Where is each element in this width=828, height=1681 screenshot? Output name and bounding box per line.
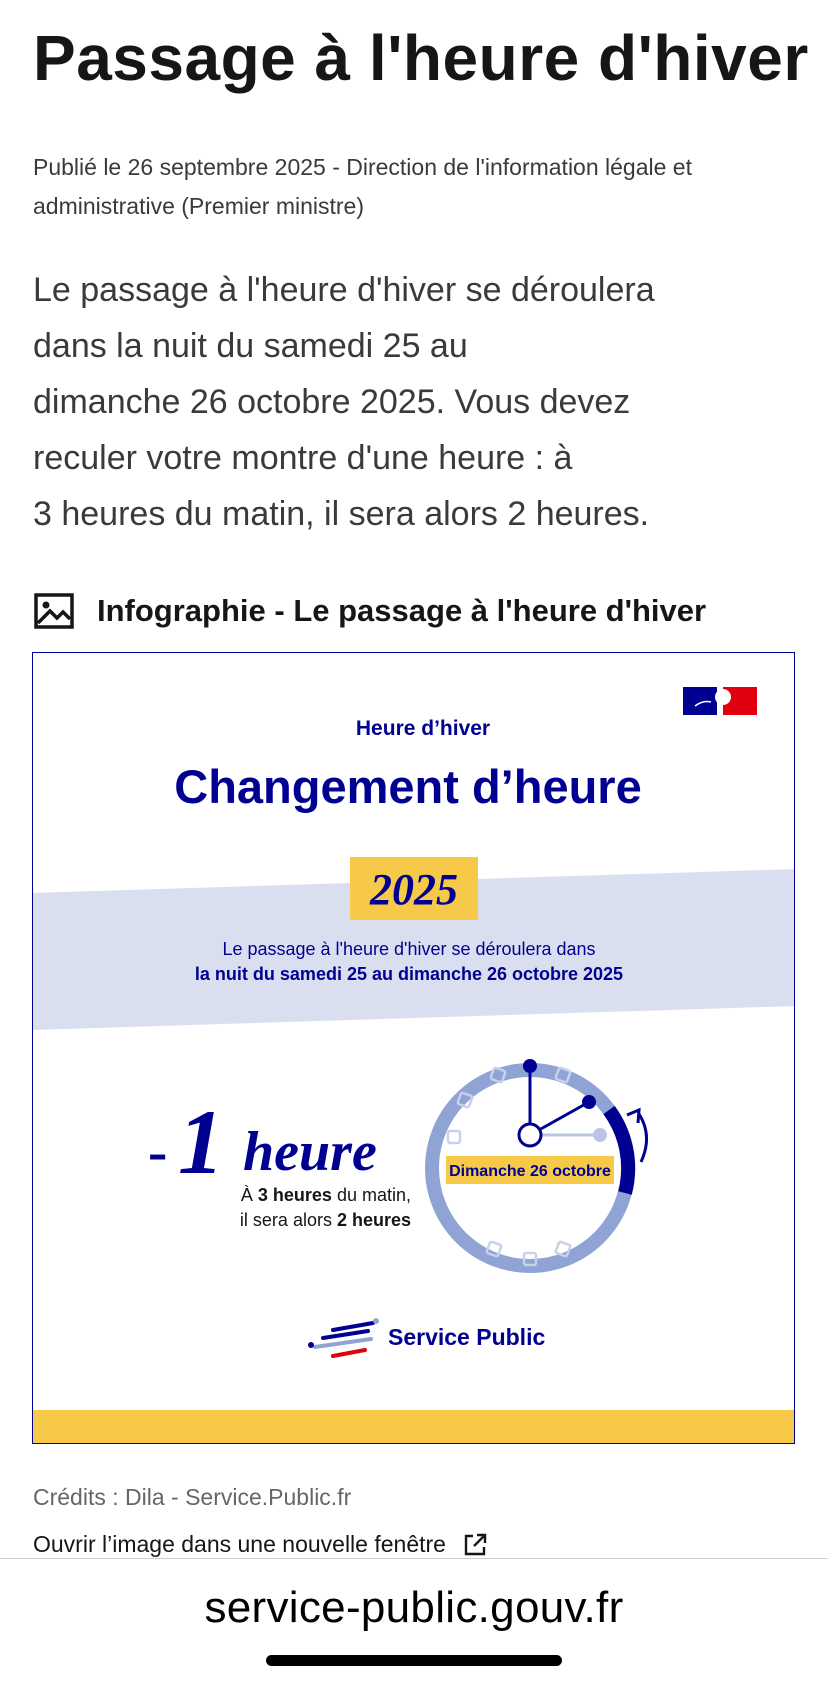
image-icon [33, 590, 75, 632]
clock-graphic [432, 1059, 647, 1266]
image-credits: Crédits : Dila - Service.Public.fr [33, 1484, 352, 1510]
bottom-bar [33, 1410, 795, 1444]
infographic-headline: Changement d’heure [174, 760, 642, 813]
band-line-1: Le passage à l'heure d'hiver se déroulera dans [222, 939, 596, 959]
lead-line: reculer votre montre d'une heure : à [33, 439, 573, 477]
home-indicator[interactable] [266, 1655, 562, 1666]
infographic-year: 2025 [370, 865, 458, 914]
browser-url[interactable]: service-public.gouv.fr [204, 1583, 624, 1632]
browser-address-bar [0, 1558, 828, 1681]
detail-line-1: À 3 heures du matin, [240, 1185, 411, 1205]
lead-line: dans la nuit du samedi 25 au [33, 327, 468, 365]
infographic-heading [33, 586, 813, 636]
meta-line: Publié le 26 septembre 2025 - Direction de l'information légale et [33, 154, 692, 180]
lead-line: Le passage à l'heure d'hiver se déroulera [33, 271, 655, 309]
band-line-2: la nuit du samedi 25 au dimanche 26 octobre 2025 [194, 964, 624, 984]
open-image-link-label[interactable]: Ouvrir l’image dans une nouvelle fenêtre [33, 1531, 446, 1557]
clock-date-label: Dimanche 26 octobre [449, 1163, 611, 1180]
minus-sign: - [148, 1119, 168, 1184]
page-title: Passage à l'heure d'hiver [33, 22, 809, 94]
meta-line: administrative (Premier ministre) [33, 193, 365, 219]
publication-meta [33, 148, 803, 226]
minus-one-number: 1 [178, 1091, 224, 1193]
open-image-new-window-link[interactable] [33, 1531, 488, 1558]
service-public-wordmark: Service Public [388, 1324, 546, 1350]
detail-line-2: il sera alors 2 heures [239, 1210, 411, 1230]
infographic-canvas [33, 653, 795, 1444]
lead-line: dimanche 26 octobre 2025. Vous devez [33, 383, 631, 421]
article-lead [33, 262, 763, 542]
external-link-icon[interactable] [462, 1532, 488, 1558]
minus-one-unit: heure [243, 1121, 377, 1183]
service-public-logo [308, 1318, 379, 1356]
republique-francaise-logo [683, 687, 757, 715]
infographic-kicker: Heure d’hiver [355, 717, 491, 740]
infographic-image[interactable] [32, 652, 795, 1444]
lead-line: 3 heures du matin, il sera alors 2 heures. [33, 495, 650, 533]
infographic-heading-label: Infographie - Le passage à l'heure d'hiver [97, 593, 707, 628]
